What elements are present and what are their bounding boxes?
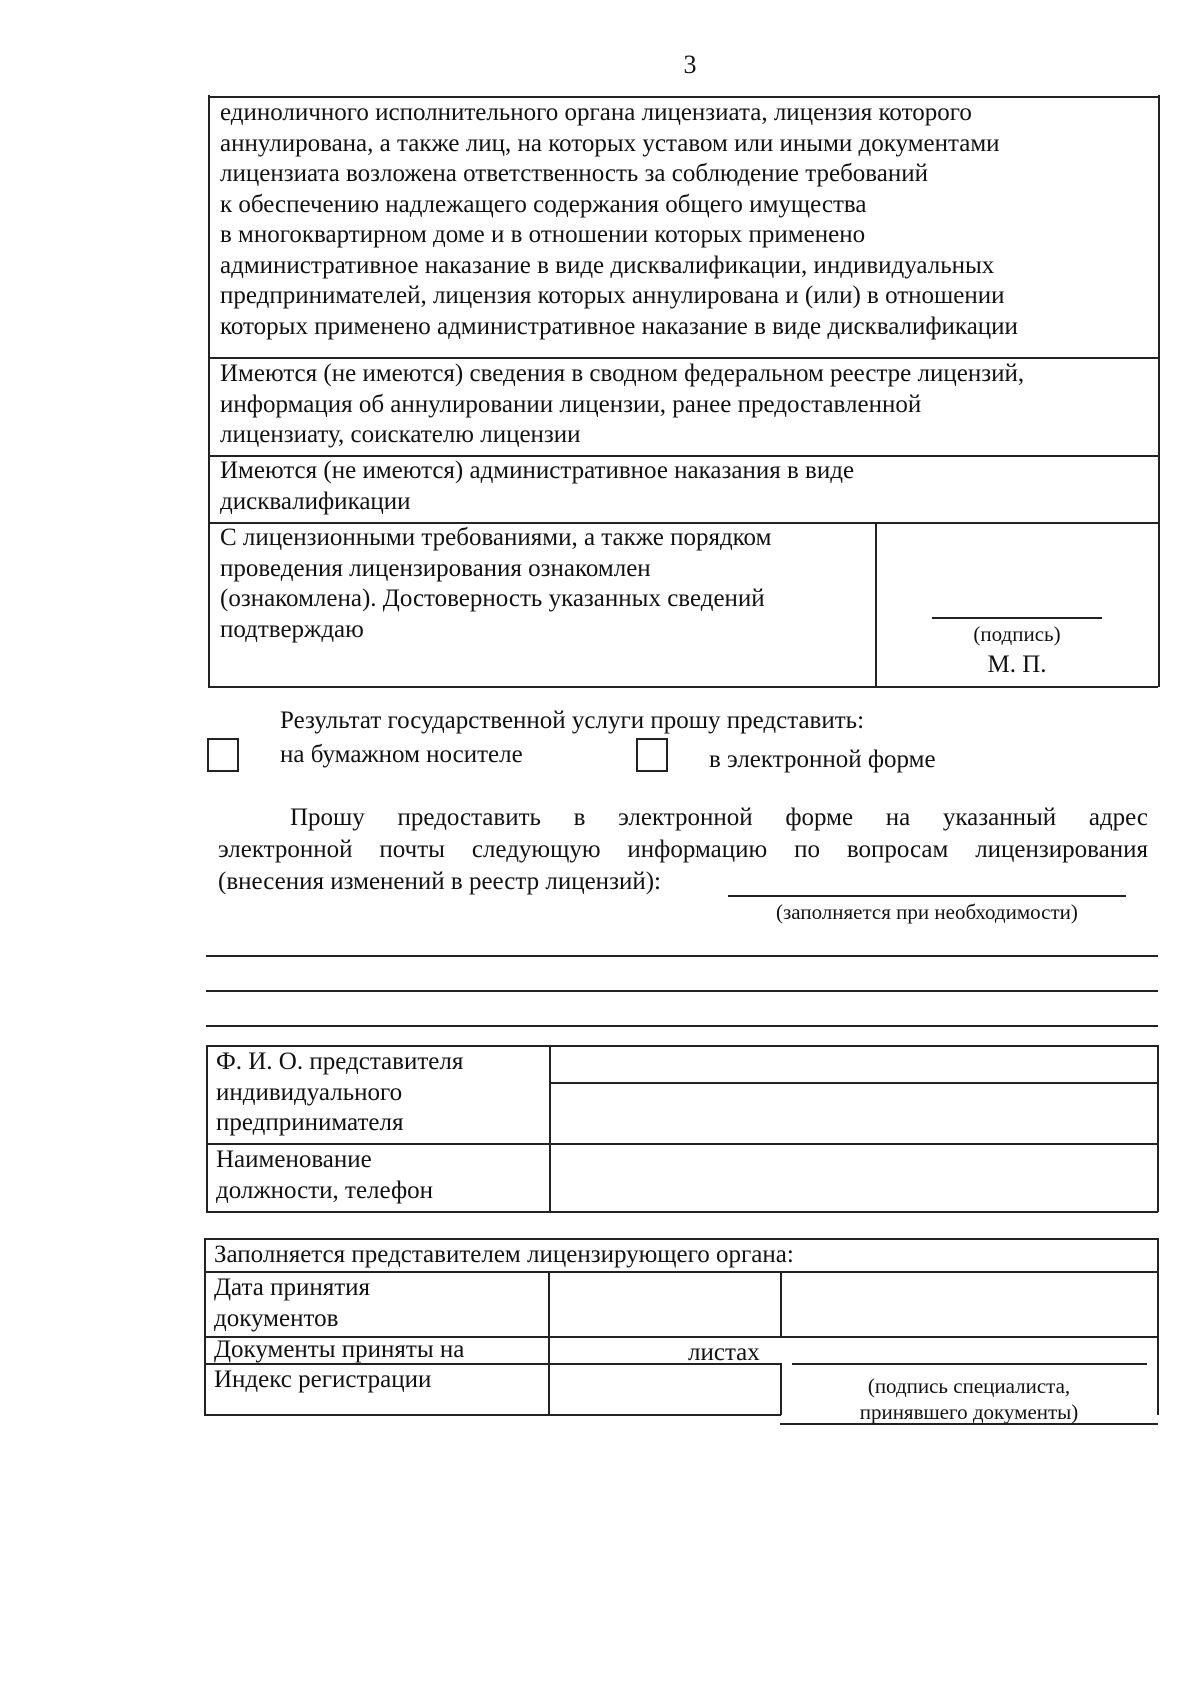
acceptance-date-label: Дата принятия документов	[214, 1274, 371, 1332]
email-info-field-line-4[interactable]	[206, 1025, 1158, 1027]
paper-option-label: на бумажном носителе	[280, 741, 523, 768]
specialist-signature-line[interactable]	[792, 1363, 1147, 1365]
email-request-line-1: Прошу предоставить в электронной форме на указанный адрес	[290, 804, 1148, 831]
signature-line	[932, 617, 1102, 619]
row-disqualification-persons: единоличного исполнительного органа лицензиата, лицензия которого аннулирована, а также лиц, на которых уставом или иными документами лицензиата возложена ответственность за соблюдение требований к обеспечению надлежащего содержания общего имущества в многоквартирном доме и в отношении которых применено административное наказание в виде дисквалификации, индивидуальных предпринимателей, лицензия которых аннулирована и (или) в отношении которых применено административное наказание в виде дисквалификации	[220, 99, 1018, 340]
page-number: 3	[683, 50, 697, 79]
specialist-signature-caption: (подпись специалиста, принявшего документы)	[859, 1374, 1079, 1424]
email-info-field-line[interactable]	[728, 895, 1126, 897]
registration-index-field[interactable]	[550, 1365, 778, 1413]
fio-value-field[interactable]	[551, 1047, 1155, 1141]
signature-caption: (подпись)	[973, 622, 1061, 646]
documents-accepted-label: Документы приняты на	[214, 1336, 465, 1363]
position-phone-label: Наименование должности, телефон	[216, 1146, 434, 1204]
acceptance-date-field[interactable]	[550, 1273, 778, 1334]
email-request-line-3: (внесения изменений в реестр лицензий):	[218, 868, 661, 895]
fio-label: Ф. И. О. представителя индивидуального предпринимателя	[216, 1048, 464, 1136]
row-acknowledgement: С лицензионными требованиями, а также порядком проведения лицензирования ознакомлен (ознакомлена). Достоверность указанных сведений подтверждаю	[220, 524, 772, 643]
email-info-field-line-3[interactable]	[206, 990, 1158, 992]
row-federal-registry: Имеются (не имеются) сведения в сводном федеральном реестре лицензий, информация об аннулировании лицензии, ранее предоставленной лицензиату, соискателю лицензии	[220, 360, 1025, 448]
authority-header: Заполняется представителем лицензирующего органа:	[214, 1241, 794, 1268]
electronic-option-label: в электронной форме	[709, 746, 936, 773]
position-phone-value-field[interactable]	[551, 1145, 1155, 1209]
email-request-line-2: электронной почты следующую информацию по вопросам лицензирования	[218, 836, 1148, 863]
stamp-label: М. П.	[987, 651, 1047, 678]
email-info-hint: (заполняется при необходимости)	[776, 900, 1078, 924]
sheets-count-field[interactable]	[550, 1338, 680, 1362]
email-info-field-line-2[interactable]	[206, 955, 1158, 957]
paper-option-checkbox[interactable]	[207, 738, 239, 772]
registration-index-label: Индекс регистрации	[214, 1366, 432, 1393]
sheets-label: листах	[688, 1339, 760, 1366]
result-prompt: Результат государственной услуги прошу представить:	[280, 707, 865, 734]
electronic-option-checkbox[interactable]	[636, 738, 668, 772]
row-administrative-penalty: Имеются (не имеются) административное наказания в виде дисквалификации	[220, 457, 855, 515]
